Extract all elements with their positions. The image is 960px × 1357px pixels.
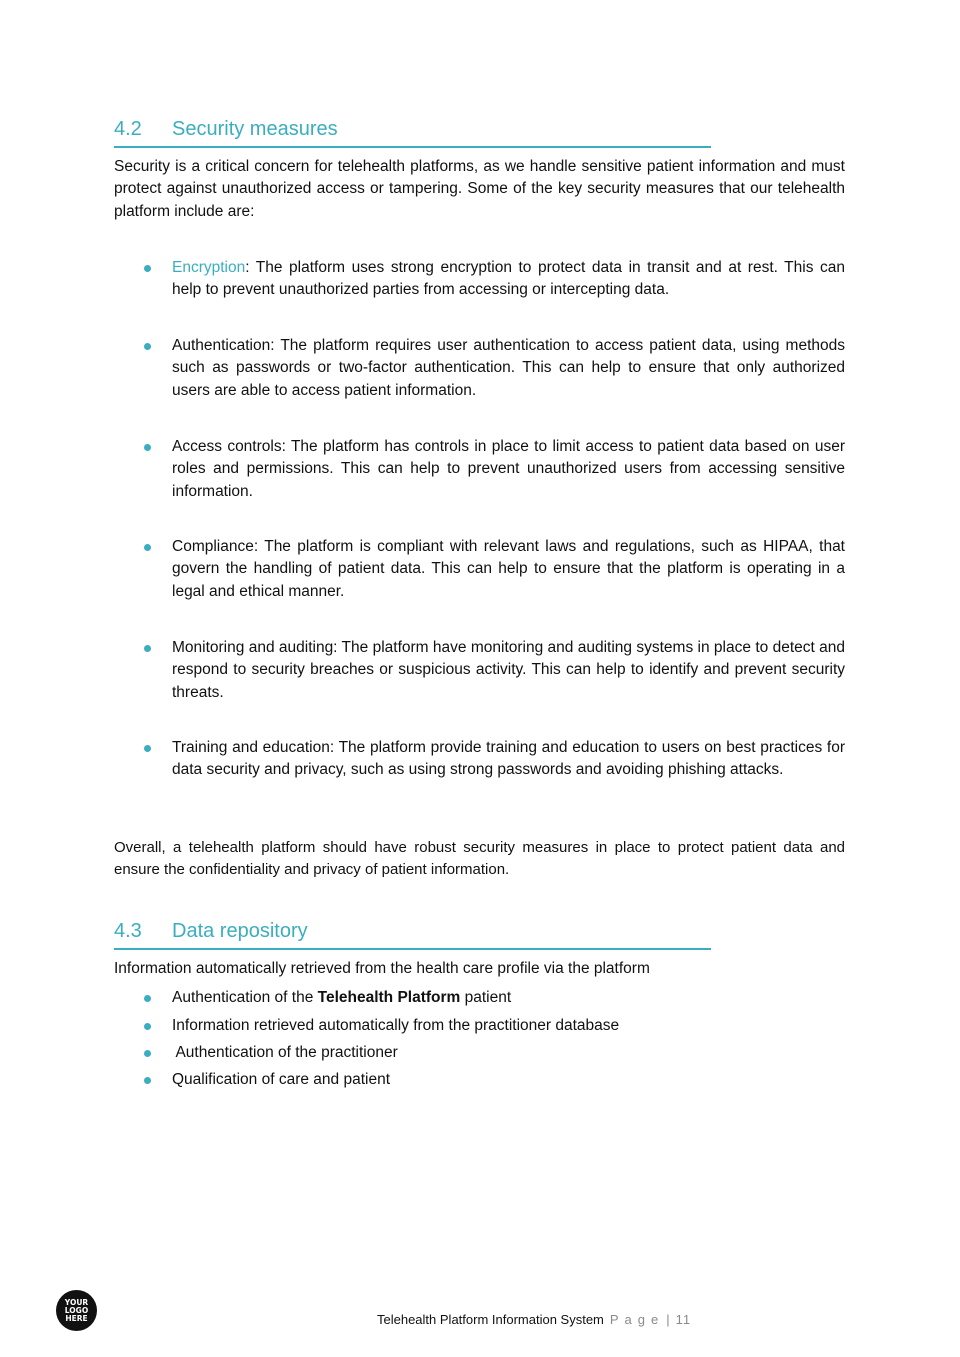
section-conclusion: Overall, a telehealth platform should have robust security measures in place to protect patient data and ensure the confidentiality and privacy of patient information. — [114, 839, 845, 878]
section-heading-4-2 — [114, 112, 711, 148]
list-item-text: Authentication of the practitioner — [172, 1044, 398, 1061]
section-heading-4-3 — [114, 914, 711, 950]
section-number: 4.2 — [114, 118, 142, 140]
list-item-text: Authentication of the — [172, 989, 318, 1006]
list-item — [144, 1042, 845, 1064]
bullet-icon — [144, 444, 151, 451]
bullet-icon — [144, 1077, 151, 1084]
list-item-text: Access controls: The platform has controls in place to limit access to patient data based on user roles and permissions. This can help to prevent unauthorized users from accessing sensitive information. — [172, 438, 845, 500]
list-item — [144, 1015, 845, 1037]
list-item-text: Qualification of care and patient — [172, 1071, 390, 1088]
list-item-text: Monitoring and auditing: The platform have monitoring and auditing systems in place to detect and respond to security breaches or suspicious activity. This can help to identify and prevent security threats. — [172, 639, 845, 701]
section-title: Data repository — [172, 920, 308, 942]
document-title: Telehealth Platform Information System — [377, 1312, 604, 1327]
section-title: Security measures — [172, 118, 338, 140]
bullet-icon — [144, 1050, 151, 1057]
list-item-text: Compliance: The platform is compliant with relevant laws and regulations, such as HIPAA, that govern the handling of patient data. This can help to ensure that the platform is operating in a legal and ethical manner. — [172, 538, 845, 600]
bullet-icon — [144, 995, 151, 1002]
term-highlight: Encryption — [172, 259, 246, 276]
list-item — [144, 987, 845, 1009]
page-label: Page — [609, 1312, 665, 1327]
footer-separator: | — [666, 1312, 670, 1327]
list-item-text: patient — [460, 989, 512, 1006]
page-footer — [377, 1312, 691, 1327]
page-number: 11 — [675, 1312, 692, 1327]
company-logo — [56, 1290, 97, 1331]
platform-name: Telehealth Platform — [317, 989, 461, 1006]
bullet-icon — [144, 1023, 151, 1030]
section-intro: Information automatically retrieved from the health care profile via the platform — [114, 960, 650, 977]
list-item — [144, 1069, 845, 1091]
logo-text: YOUR — [64, 1297, 89, 1307]
logo-text: HERE — [65, 1313, 88, 1323]
list-item-text: : The platform uses strong encryption to protect data in transit and at rest. This can help to prevent unauthorized parties from accessing or intercepting data. — [172, 259, 845, 299]
bullet-icon — [144, 645, 151, 652]
list-item-text: Authentication: The platform requires user authentication to access patient data, using methods such as passwords or two-factor authentication. This can help to ensure that only authorized users are able to access patient information. — [172, 337, 845, 399]
bullet-icon — [144, 265, 151, 272]
section-intro: Security is a critical concern for telehealth platforms, as we handle sensitive patient information and must protect against unauthorized access or tampering. Some of the key security measures that our telehealth platform include are: — [114, 158, 845, 220]
section-number: 4.3 — [114, 920, 142, 942]
bullet-icon — [144, 544, 151, 551]
bullet-icon — [144, 745, 151, 752]
logo-text: LOGO — [64, 1305, 89, 1315]
list-item-text: Information retrieved automatically from the practitioner database — [172, 1017, 620, 1034]
list-item-text: Training and education: The platform provide training and education to users on best practices for data security and privacy, such as using strong passwords and avoiding phishing attacks. — [172, 739, 845, 779]
bullet-icon — [144, 343, 151, 350]
